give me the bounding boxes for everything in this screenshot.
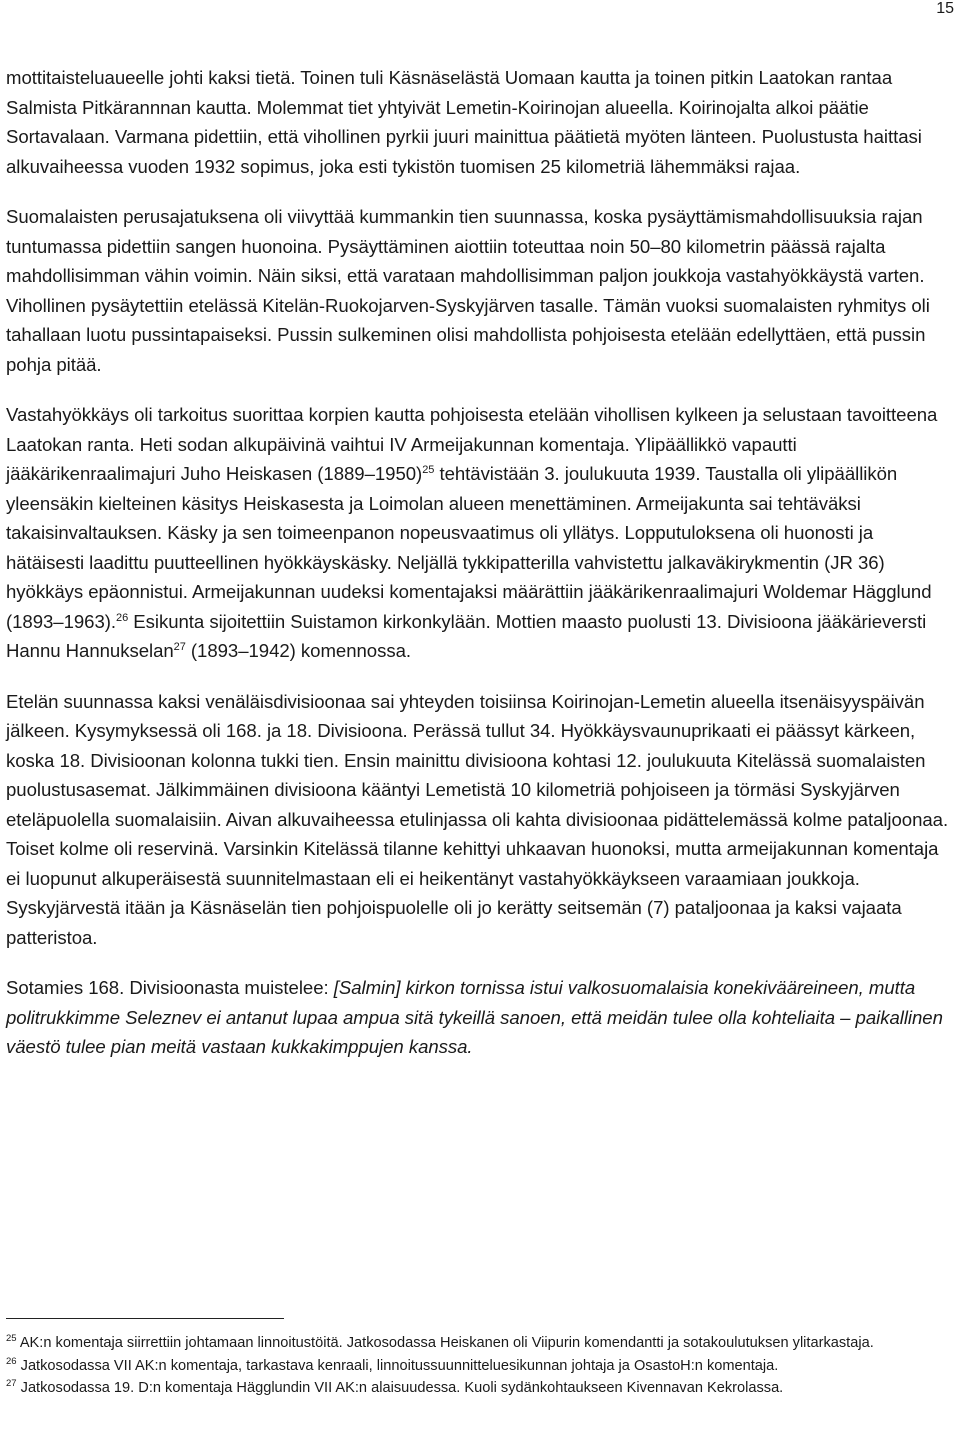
paragraph-3-text-2: tehtävistään 3. joulukuuta 1939. Taustalla oli ylipäällikön yleensäkin kielteinen käsitys Heiskasesta ja Loimolan alueen menettäminen. Armeijakunta sai tehtäväksi takaisinvaltauksen. Käsky ja sen toimeenpanon nopeusvaatimus oli yllätys. Lopputuloksena oli huonosti ja hätäisesti laadittu puutteellinen hyökkäyskäsky. Neljällä tykkipatterilla vahvistettu jalkaväkirykmentin (JR 36) hyökkäys epäonnistui. Armeijakunnan uudeksi komentajaksi määrättiin jääkärikenraalimajuri Woldemar Hägglund (1893–1963). xyxy=(6,463,932,632)
paragraph-1 xyxy=(6,63,954,181)
footnote-ref-25[interactable]: 25 xyxy=(422,463,435,476)
quote-paragraph xyxy=(6,973,954,1062)
footnote-text: Jatkosodassa 19. D:n komentaja Hägglundin VII AK:n alaisuudessa. Kuoli sydänkohtaukseen Kivennavan Kekrolassa. xyxy=(20,1380,784,1396)
page-number: 15 xyxy=(936,0,954,17)
footnotes xyxy=(6,1318,954,1401)
quote-lead: Sotamies 168. Divisioonasta muistelee: xyxy=(6,977,334,998)
paragraph-4-text: Etelän suunnassa kaksi venäläisdivisioonaa sai yhteyden toisiinsa Koirinojan-Lemetin alueella itsenäisyyspäivän jälkeen. Kysymyksessä oli 168. ja 18. Divisioona. Perässä tullut 34. Hyökkäysvaunuprikaati ei päässyt kärkeen, koska 18. Divisioonan kolonna tukki tien. Ensin mainittu divisioona kohtasi 12. joulukuuta Kitelässä suomalaisten puolustusasemat. Jälkimmäinen divisioona kääntyi Lemetistä 10 kilometriä pohjoiseen ja törmäsi Syskyjärven eteläpuolella suomalaisiin. Aivan alkuvaiheessa etulinjassa oli kahta divisioonaa pidättelemässä kolme pataljoonaa. Toiset kolme oli reservinä. Varsinkin Kitelässä tilanne kehittyi uhkaavan huonoksi, mutta armeijakunnan komentaja ei luopunut alkuperäisestä suunnitelmastaan eli ei heikentänyt vastahyökkäykseen varaamiaan joukkoja. Syskyjärvestä itään ja Käsnäselän tien pohjoispuolelle oli jo kerätty seitsemän (7) pataljoonaa ja kaksi vajaata patteristoa. xyxy=(6,690,949,948)
footnote-26 xyxy=(6,1356,954,1378)
footnote-separator xyxy=(6,1318,284,1319)
paragraph-2 xyxy=(6,202,954,379)
paragraph-4 xyxy=(6,687,954,953)
paragraph-3-text-4: (1893–1942) komennossa. xyxy=(185,640,411,661)
footnote-text: AK:n komentaja siirrettiin johtamaan linnoitustöitä. Jatkosodassa Heiskanen oli Viipurin komendantti ja sotakoulutuksen ylitarkastaja. xyxy=(19,1335,874,1351)
footnote-number: 27 xyxy=(6,1378,17,1390)
footnote-number: 26 xyxy=(6,1355,17,1367)
paragraph-3-text-3: Esikunta sijoitettiin Suistamon kirkonkylään. Mottien maasto puolusti 13. Divisioona jääkärieversti Hannu Hannukselan xyxy=(6,610,927,661)
paragraph-2-text: Suomalaisten perusajatuksena oli viivyttää kummankin tien suunnassa, koska pysäyttämismahdollisuuksia rajan tuntumassa pidettiin sangen huonoina. Pysäyttäminen aiottiin toteuttaa noin 50–80 kilometrin päässä rajalta mahdollisimman vähin voimin. Näin siksi, että varataan mahdollisimman paljon joukkoja vastahyökkäystä varten. Vihollinen pysäytettiin etelässä Kitelän-Ruokojarven-Syskyjärven tasalle. Tämän vuoksi suomalaisten ryhmitys oli tahallaan luotu pussintapaiseksi. Pussin sulkeminen olisi mahdollista pohjoisesta etelään edellyttäen, että pussin pohja pitää. xyxy=(6,206,930,375)
footnote-number: 25 xyxy=(6,1333,17,1345)
paragraph-3-text: Vastahyökkäys oli tarkoitus suorittaa korpien kautta pohjoisesta etelään vihollisen kylkeen ja selustaan tavoitteena Laatokan ranta. Heti sodan alkupäivinä vaihtui IV Armeijakunnan komentaja. Ylipäällikkö vapautti jääkärikenraalimajuri Juho Heiskasen (1889–1950) xyxy=(6,404,938,484)
paragraph-3 xyxy=(6,400,954,666)
quote-italic: [Salmin] kirkon tornissa istui valkosuomalaisia konekivääreineen, mutta politrukkimme Seleznev ei antanut lupaa ampua sitä tykeillä sanoen, että meidän tulee olla kohteliaita – paikallinen väestö tulee pian meitä vastaan kukkakimppujen kanssa. xyxy=(6,977,943,1057)
footnote-25 xyxy=(6,1333,954,1355)
paragraph-1-text: mottitaisteluaueelle johti kaksi tietä. Toinen tuli Käsnäselästä Uomaan kautta ja toinen pitkin Laatokan rantaa Salmista Pitkärannnan kautta. Molemmat tiet yhtyivät Lemetin-Koirinojan alueella. Koirinojalta alkoi päätie Sortavalaan. Varmana pidettiin, että vihollinen pyrkii juuri mainittua päätietä myöten länteen. Puolustusta haittasi alkuvaiheessa vuoden 1932 sopimus, joka esti tykistön tuomisen 25 kilometriä lähemmäksi rajaa. xyxy=(6,67,922,177)
footnote-ref-26[interactable]: 26 xyxy=(116,611,129,624)
footnote-text: Jatkosodassa VII AK:n komentaja, tarkastava kenraali, linnoitussuunnitteluesikunnan johtaja ja OsastoH:n komentaja. xyxy=(20,1357,779,1374)
footnote-27 xyxy=(6,1378,954,1400)
footnote-ref-27[interactable]: 27 xyxy=(173,640,186,653)
body-text xyxy=(6,63,954,1083)
